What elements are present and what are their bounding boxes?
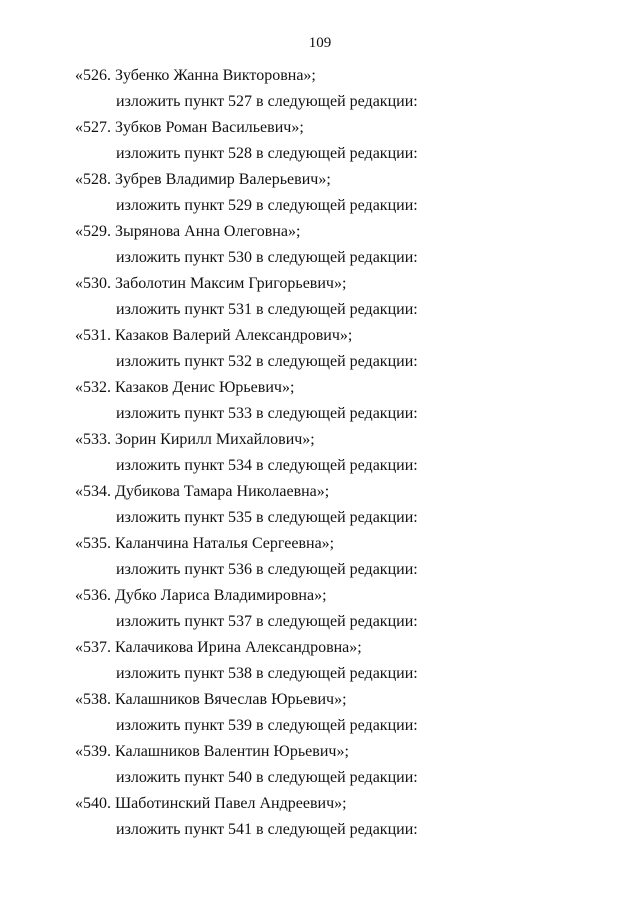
entry-line-539: «539. Калашников Валентин Юрьевич»;	[75, 743, 349, 760]
entry-line-528: «528. Зубрев Владимир Валерьевич»;	[75, 171, 331, 188]
entry-line-531: «531. Казаков Валерий Александрович»;	[75, 327, 353, 344]
instruction-line-537: изложить пункт 537 в следующей редакции:	[116, 613, 418, 630]
entry-line-533: «533. Зорин Кирилл Михайлович»;	[75, 431, 315, 448]
entry-line-529: «529. Зырянова Анна Олеговна»;	[75, 223, 301, 240]
entry-line-530: «530. Заболотин Максим Григорьевич»;	[75, 275, 347, 292]
instruction-line-536: изложить пункт 536 в следующей редакции:	[116, 561, 418, 578]
entry-line-527: «527. Зубков Роман Васильевич»;	[75, 119, 304, 136]
page-number: 109	[308, 35, 332, 51]
entry-line-535: «535. Каланчина Наталья Сергеевна»;	[75, 535, 335, 552]
instruction-line-539: изложить пункт 539 в следующей редакции:	[116, 717, 418, 734]
instruction-line-535: изложить пункт 535 в следующей редакции:	[116, 509, 418, 526]
instruction-line-533: изложить пункт 533 в следующей редакции:	[116, 405, 418, 422]
entry-line-532: «532. Казаков Денис Юрьевич»;	[75, 379, 295, 396]
instruction-line-529: изложить пункт 529 в следующей редакции:	[116, 197, 418, 214]
instruction-line-532: изложить пункт 532 в следующей редакции:	[116, 353, 418, 370]
instruction-line-541: изложить пункт 541 в следующей редакции:	[116, 821, 418, 838]
instruction-line-527: изложить пункт 527 в следующей редакции:	[116, 93, 418, 110]
entry-line-536: «536. Дубко Лариса Владимировна»;	[75, 587, 327, 604]
entry-line-537: «537. Калачикова Ирина Александровна»;	[75, 639, 362, 656]
entry-line-526: «526. Зубенко Жанна Викторовна»;	[75, 67, 316, 84]
instruction-line-528: изложить пункт 528 в следующей редакции:	[116, 145, 418, 162]
instruction-line-530: изложить пункт 530 в следующей редакции:	[116, 249, 418, 266]
entry-line-540: «540. Шаботинский Павел Андреевич»;	[75, 795, 347, 812]
entries-list	[0, 63, 640, 843]
entry-line-538: «538. Калашников Вячеслав Юрьевич»;	[75, 691, 347, 708]
instruction-line-534: изложить пункт 534 в следующей редакции:	[116, 457, 418, 474]
entry-line-534: «534. Дубикова Тамара Николаевна»;	[75, 483, 330, 500]
instruction-line-540: изложить пункт 540 в следующей редакции:	[116, 769, 418, 786]
instruction-line-538: изложить пункт 538 в следующей редакции:	[116, 665, 418, 682]
instruction-line-531: изложить пункт 531 в следующей редакции:	[116, 301, 418, 318]
